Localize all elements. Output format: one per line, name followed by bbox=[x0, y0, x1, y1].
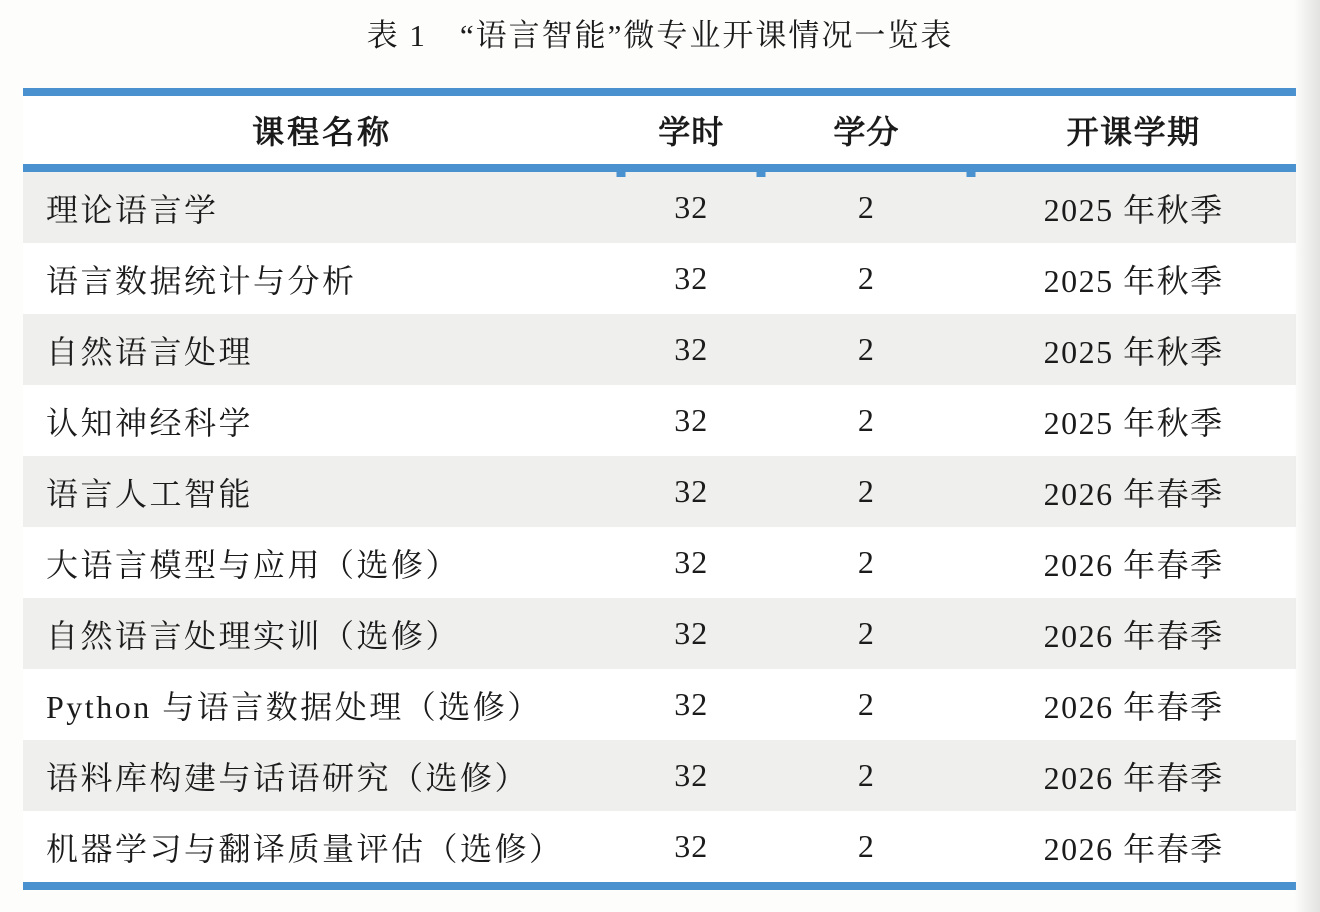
header-course-name: 课程名称 bbox=[252, 114, 393, 150]
header-hours: 学时 bbox=[658, 114, 725, 150]
course-credits: 2 bbox=[857, 473, 875, 509]
scan-edge-shading bbox=[1294, 0, 1320, 912]
course-name: 语料库构建与话语研究（选修） bbox=[46, 759, 530, 796]
course-semester: 2026 年春季 bbox=[1043, 688, 1224, 725]
table-row bbox=[23, 243, 1296, 314]
course-hours: 32 bbox=[674, 757, 709, 793]
header-rule-line bbox=[23, 164, 1296, 172]
course-semester: 2025 年秋季 bbox=[1043, 262, 1224, 299]
course-semester: 2025 年秋季 bbox=[1043, 333, 1224, 370]
table-row bbox=[23, 811, 1296, 882]
course-hours: 32 bbox=[674, 331, 709, 367]
table-title: 表 1 “语言智能”微专业开课情况一览表 bbox=[366, 18, 954, 53]
table-body bbox=[23, 172, 1296, 882]
table-row bbox=[23, 314, 1296, 385]
course-semester: 2025 年秋季 bbox=[1043, 404, 1224, 441]
header-credits: 学分 bbox=[833, 114, 900, 150]
table-row bbox=[23, 172, 1296, 243]
course-credits: 2 bbox=[857, 331, 875, 367]
course-semester: 2025 年秋季 bbox=[1043, 191, 1224, 228]
course-credits: 2 bbox=[857, 686, 875, 722]
course-hours: 32 bbox=[674, 828, 709, 864]
table-row bbox=[23, 456, 1296, 527]
course-credits: 2 bbox=[857, 615, 875, 651]
course-credits: 2 bbox=[857, 544, 875, 580]
course-name: 自然语言处理 bbox=[46, 333, 254, 370]
course-credits: 2 bbox=[857, 402, 875, 438]
course-hours: 32 bbox=[674, 189, 709, 225]
course-name: 语言数据统计与分析 bbox=[46, 262, 357, 299]
course-hours: 32 bbox=[674, 260, 709, 296]
course-semester: 2026 年春季 bbox=[1043, 759, 1224, 796]
header-semester: 开课学期 bbox=[1066, 114, 1201, 150]
course-name: 认知神经科学 bbox=[46, 404, 254, 441]
course-semester: 2026 年春季 bbox=[1043, 617, 1224, 654]
course-hours: 32 bbox=[674, 686, 709, 722]
course-table bbox=[23, 88, 1296, 890]
column-divider-tick bbox=[617, 172, 626, 177]
bottom-rule-line bbox=[23, 882, 1296, 890]
course-credits: 2 bbox=[857, 189, 875, 225]
course-name: 语言人工智能 bbox=[46, 475, 254, 512]
table-row bbox=[23, 527, 1296, 598]
column-divider-tick bbox=[757, 172, 766, 177]
table-header-row bbox=[23, 96, 1296, 164]
course-hours: 32 bbox=[674, 473, 709, 509]
course-hours: 32 bbox=[674, 402, 709, 438]
course-credits: 2 bbox=[857, 260, 875, 296]
table-row bbox=[23, 740, 1296, 811]
table-row bbox=[23, 598, 1296, 669]
course-hours: 32 bbox=[674, 544, 709, 580]
course-name: Python 与语言数据处理（选修） bbox=[46, 688, 542, 725]
course-name: 机器学习与翻译质量评估（选修） bbox=[46, 830, 564, 867]
course-credits: 2 bbox=[857, 828, 875, 864]
column-divider-tick bbox=[967, 172, 976, 177]
course-semester: 2026 年春季 bbox=[1043, 475, 1224, 512]
top-rule-line bbox=[23, 88, 1296, 96]
course-semester: 2026 年春季 bbox=[1043, 546, 1224, 583]
course-name: 自然语言处理实训（选修） bbox=[46, 617, 461, 654]
course-credits: 2 bbox=[857, 757, 875, 793]
table-row bbox=[23, 385, 1296, 456]
course-name: 大语言模型与应用（选修） bbox=[46, 546, 461, 583]
course-name: 理论语言学 bbox=[46, 191, 219, 228]
table-row bbox=[23, 669, 1296, 740]
course-hours: 32 bbox=[674, 615, 709, 651]
course-semester: 2026 年春季 bbox=[1043, 830, 1224, 867]
